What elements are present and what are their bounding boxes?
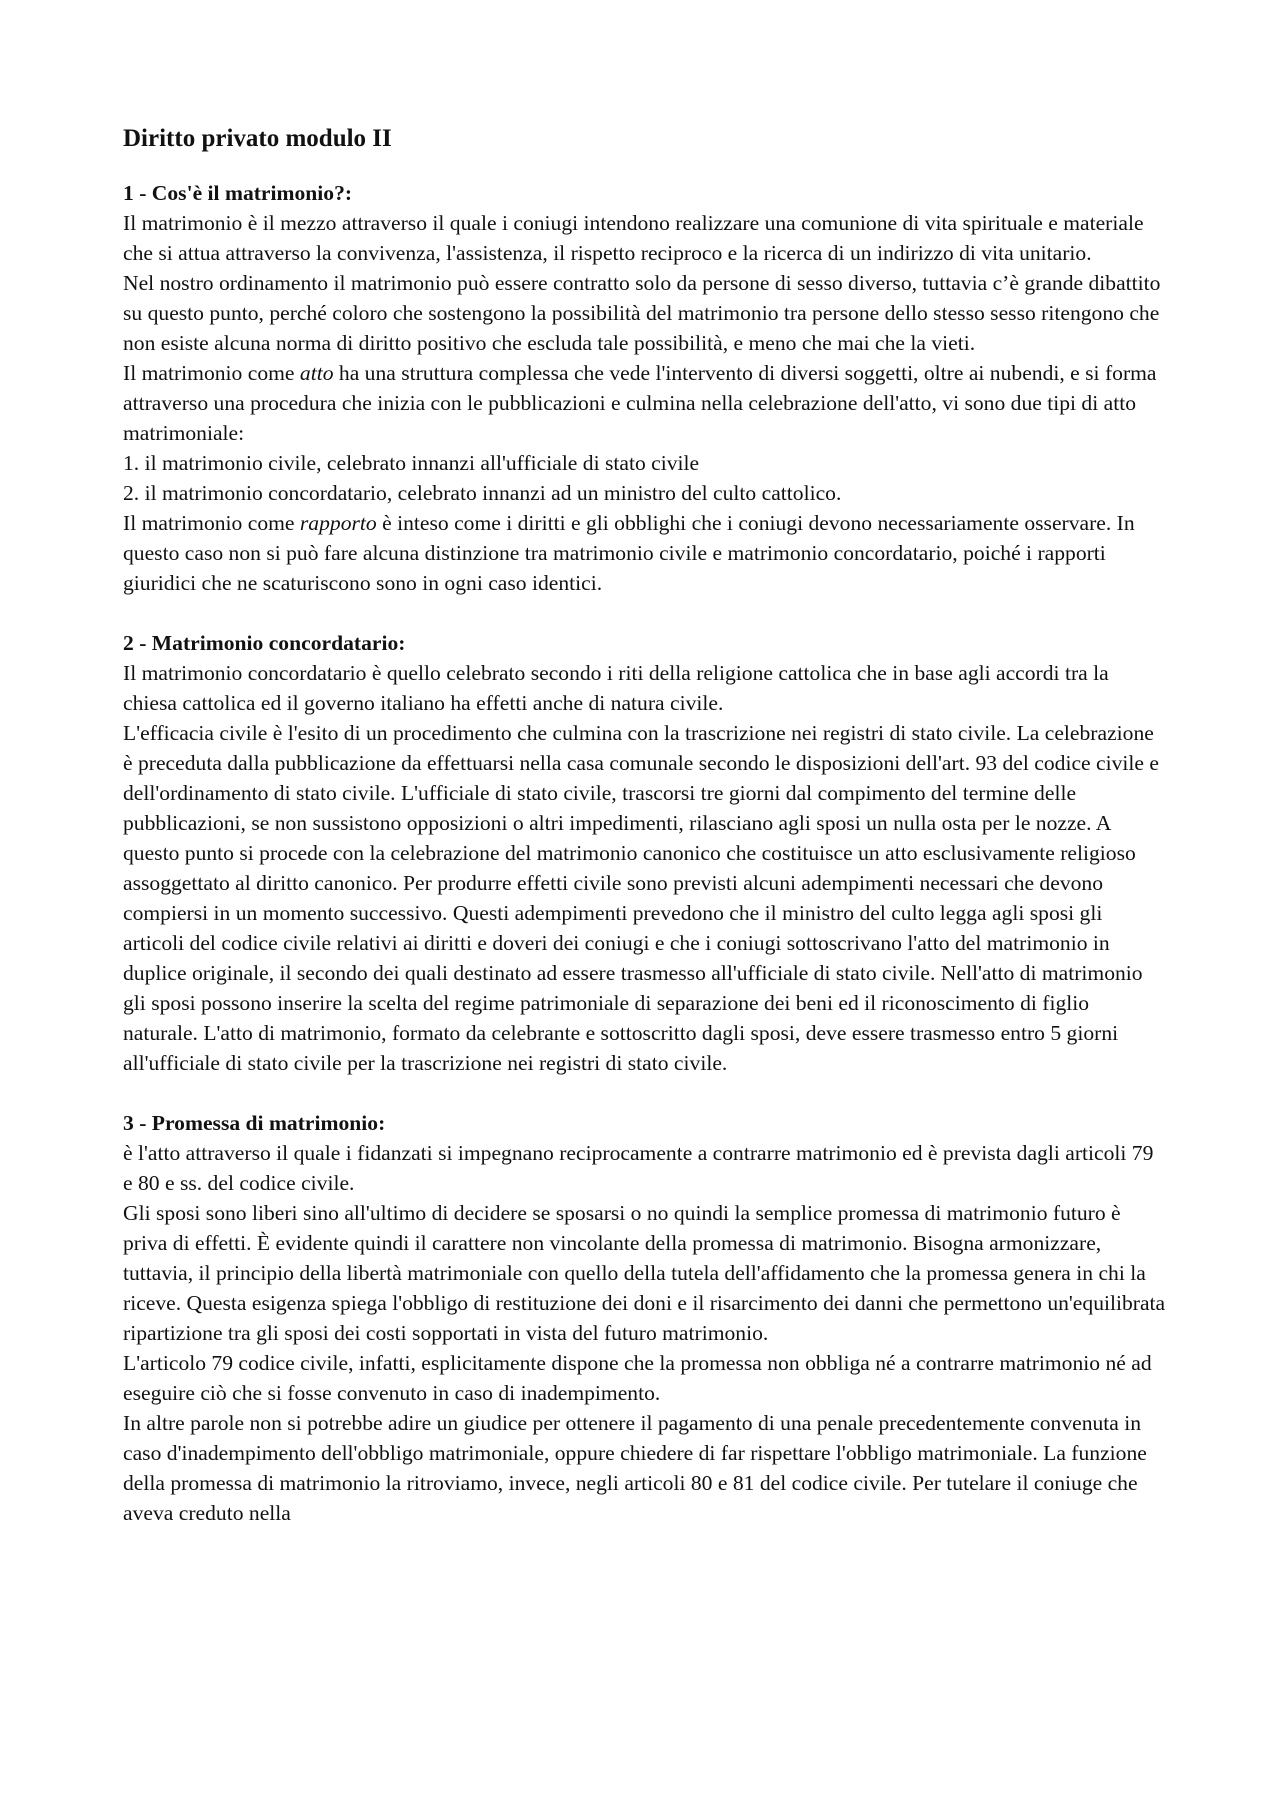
- text-run: ha una struttura complessa che vede l'intervento di diversi soggetti, oltre ai nubendi, e si forma attraverso una procedura che inizia con le pubblicazioni e culmina nella celebrazione dell'atto, vi sono due tipi di atto matrimoniale:: [123, 361, 1157, 445]
- document-title: Diritto privato modulo II: [123, 125, 392, 152]
- paragraph: [123, 658, 1168, 718]
- paragraph: [123, 448, 1168, 478]
- paragraph: [123, 1348, 1168, 1408]
- section-3: [123, 1108, 1168, 1528]
- paragraph: [123, 718, 1168, 1078]
- text-run: Il matrimonio come: [123, 511, 300, 535]
- text-run: Nel nostro ordinamento il matrimonio può essere contratto solo da persone di sesso diverso, tuttavia c’è grande dibattito su questo punto, perché coloro che sostengono la possibilità del matrimonio tra persone dello stesso sesso ritengono che non esiste alcuna norma di diritto positivo che escluda tale possibilità, e meno che mai che la vieti.: [123, 271, 1161, 355]
- paragraph: [123, 208, 1168, 268]
- paragraph: [123, 508, 1168, 598]
- paragraph: [123, 358, 1168, 448]
- text-run: Il matrimonio come: [123, 361, 300, 385]
- italic-term: rapporto: [299, 511, 377, 535]
- text-run: 2. il matrimonio concordatario, celebrato innanzi ad un ministro del culto cattolico.: [123, 481, 842, 505]
- text-run: L'articolo 79 codice civile, infatti, esplicitamente dispone che la promessa non obbliga né a contrarre matrimonio né ad eseguire ciò che si fosse convenuto in caso di inadempimento.: [123, 1351, 1152, 1405]
- section-heading: 2 - Matrimonio concordatario:: [123, 631, 406, 655]
- document-body: [123, 178, 1168, 1528]
- text-run: 1. il matrimonio civile, celebrato innanzi all'ufficiale di stato civile: [123, 451, 700, 475]
- section-heading: 1 - Cos'è il matrimonio?:: [123, 181, 353, 205]
- text-run: è l'atto attraverso il quale i fidanzati si impegnano reciprocamente a contrarre matrimonio ed è prevista dagli articoli 79 e 80 e ss. del codice civile.: [123, 1141, 1154, 1195]
- document-page: [123, 124, 1168, 1558]
- paragraph: [123, 1198, 1168, 1348]
- italic-term: atto: [299, 361, 334, 385]
- text-run: In altre parole non si potrebbe adire un giudice per ottenere il pagamento di una penale precedentemente convenuta in caso d'inadempimento dell'obbligo matrimoniale, oppure chiedere di far rispettare l'obbligo matrimoniale. La funzione della promessa di matrimonio la ritroviamo, invece, negli articoli 80 e 81 del codice civile. Per tutelare il coniuge che aveva creduto nella: [123, 1411, 1147, 1525]
- text-run: Gli sposi sono liberi sino all'ultimo di decidere se sposarsi o no quindi la semplice promessa di matrimonio futuro è priva di effetti. È evidente quindi il carattere non vincolante della promessa di matrimonio. Bisogna armonizzare, tuttavia, il principio della libertà matrimoniale con quello della tutela dell'affidamento che la promessa genera in chi la riceve. Questa esigenza spiega l'obbligo di restituzione dei doni e il risarcimento dei danni che permettono un'equilibrata ripartizione tra gli sposi dei costi sopportati in vista del futuro matrimonio.: [123, 1201, 1166, 1345]
- text-run: Il matrimonio concordatario è quello celebrato secondo i riti della religione cattolica che in base agli accordi tra la chiesa cattolica ed il governo italiano ha effetti anche di natura civile.: [123, 661, 1109, 715]
- paragraph: [123, 268, 1168, 358]
- text-run: Il matrimonio è il mezzo attraverso il quale i coniugi intendono realizzare una comunione di vita spirituale e materiale che si attua attraverso la convivenza, l'assistenza, il rispetto reciproco e la ricerca di un indirizzo di vita unitario.: [123, 211, 1144, 265]
- section-2: [123, 628, 1168, 1078]
- text-run: L'efficacia civile è l'esito di un procedimento che culmina con la trascrizione nei registri di stato civile. La celebrazione è preceduta dalla pubblicazione da effettuarsi nella casa comunale secondo le disposizioni dell'art. 93 del codice civile e dell'ordinamento di stato civile. L'ufficiale di stato civile, trascorsi tre giorni dal compimento del termine delle pubblicazioni, se non sussistono opposizioni o altri impedimenti, rilasciano agli sposi un nulla osta per le nozze. A questo punto si procede con la celebrazione del matrimonio canonico che costituisce un atto esclusivamente religioso assoggettato al diritto canonico. Per produrre effetti civile sono previsti alcuni adempimenti necessari che devono compiersi in un momento successivo. Questi adempimenti prevedono che il ministro del culto legga agli sposi gli articoli del codice civile relativi ai diritti e doveri dei coniugi e che i coniugi sottoscrivano l'atto del matrimonio in duplice originale, il secondo dei quali destinato ad essere trasmesso all'ufficiale di stato civile. Nell'atto di matrimonio gli sposi possono inserire la scelta del regime patrimoniale di separazione dei beni ed il riconoscimento di figlio naturale. L'atto di matrimonio, formato da celebrante e sottoscritto dagli sposi, deve essere trasmesso entro 5 giorni all'ufficiale di stato civile per la trascrizione nei registri di stato civile.: [123, 721, 1159, 1075]
- section-heading: 3 - Promessa di matrimonio:: [123, 1111, 386, 1135]
- paragraph: [123, 1408, 1168, 1528]
- paragraph: [123, 1138, 1168, 1198]
- section-1: [123, 178, 1168, 598]
- text-run: è inteso come i diritti e gli obblighi che i coniugi devono necessariamente osservare. In questo caso non si può fare alcuna distinzione tra matrimonio civile e matrimonio concordatario, poiché i rapporti giuridici che ne scaturiscono sono in ogni caso identici.: [123, 511, 1135, 595]
- paragraph: [123, 478, 1168, 508]
